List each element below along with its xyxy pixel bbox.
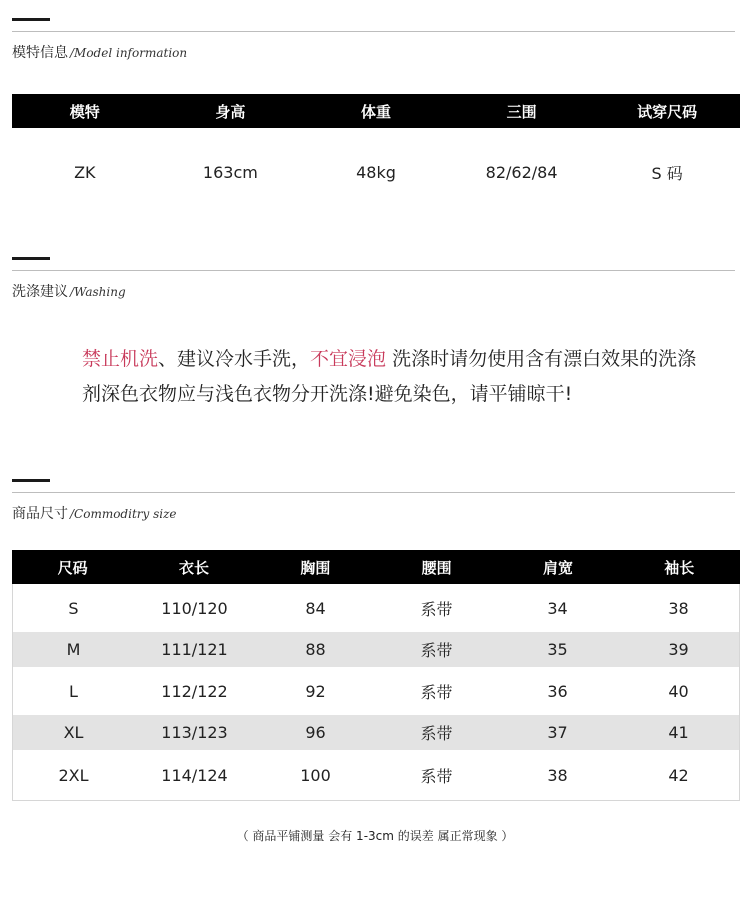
size-cell: XL <box>63 723 84 742</box>
size-cell: 41 <box>668 723 689 742</box>
size-cell: 系带 <box>420 682 453 702</box>
size-cell: S <box>68 598 79 618</box>
size-cell: 88 <box>305 640 326 659</box>
size-cell: 84 <box>305 598 326 618</box>
washing-section-title <box>12 281 126 301</box>
size-cell: 系带 <box>420 724 453 743</box>
size-cell: 系带 <box>420 766 453 786</box>
size-cell: 42 <box>668 765 689 785</box>
size-cell: 系带 <box>420 599 453 619</box>
model-section-title <box>12 42 187 62</box>
section-divider-model <box>12 31 735 32</box>
section-divider-size <box>12 492 735 493</box>
washing-title-cn: 洗涤建议 <box>12 284 68 300</box>
model-table-header <box>12 94 740 128</box>
size-cell: 36 <box>547 681 568 701</box>
size-header-cell: 尺码 <box>57 558 88 577</box>
size-title-en: /Commoditry size <box>70 507 177 521</box>
size-cell: L <box>69 681 78 701</box>
size-cell: 35 <box>547 640 568 659</box>
washing-instructions <box>82 342 702 412</box>
model-header-cell: 身高 <box>215 102 246 121</box>
washing-text-1: 、建议冷水手洗， <box>158 348 311 370</box>
size-table-header <box>12 550 740 584</box>
model-table <box>12 94 740 216</box>
size-cell: 34 <box>547 598 568 618</box>
measurement-note: （ 商品平铺测量 会有 1-3cm 的误差 属正常现象 ） <box>236 829 514 843</box>
size-title-cn: 商品尺寸 <box>12 506 68 522</box>
washing-warning-no-soak: 不宜浸泡 <box>310 348 387 370</box>
size-cell: 38 <box>668 598 689 618</box>
size-cell: 100 <box>300 765 331 785</box>
size-cell: 114/124 <box>161 765 228 785</box>
size-table-row <box>13 584 739 632</box>
size-header-cell: 衣长 <box>178 558 209 577</box>
model-header-cell: 模特 <box>69 102 100 121</box>
size-cell: 111/121 <box>161 640 228 659</box>
model-header-cell: 三围 <box>506 102 537 121</box>
model-header-cell: 试穿尺码 <box>637 102 698 121</box>
model-cell: 163cm <box>202 162 258 182</box>
model-cell: S 码 <box>651 163 683 183</box>
size-cell: 2XL <box>58 765 89 785</box>
size-header-cell: 袖长 <box>664 558 695 577</box>
model-title-cn: 模特信息 <box>12 45 68 61</box>
size-table-row <box>13 715 739 750</box>
size-cell: 40 <box>668 681 689 701</box>
size-table-row <box>13 667 739 715</box>
model-title-en: /Model information <box>70 46 188 60</box>
section-bar-size <box>12 479 50 482</box>
size-table-row <box>13 632 739 667</box>
size-cell: 112/122 <box>161 681 228 701</box>
model-cell: 48kg <box>356 162 396 182</box>
size-cell: 110/120 <box>161 598 228 618</box>
model-header-cell: 体重 <box>360 102 391 121</box>
model-cell: ZK <box>74 162 96 182</box>
size-cell: 113/123 <box>161 723 228 742</box>
model-table-row <box>12 128 740 216</box>
washing-title-en: /Washing <box>70 285 126 299</box>
size-cell: 39 <box>668 640 689 659</box>
model-cell: 82/62/84 <box>485 162 558 182</box>
section-divider-washing <box>12 270 735 271</box>
size-header-cell: 胸围 <box>300 558 331 577</box>
section-bar-model <box>12 18 50 21</box>
size-cell: 37 <box>547 723 568 742</box>
size-cell: 系带 <box>420 641 453 660</box>
size-cell: M <box>66 640 81 659</box>
washing-warning-no-machine: 禁止机洗 <box>82 348 159 370</box>
washing-text-2: 洗涤时请勿使用含有漂白效果的洗涤剂深色衣物应与浅色衣物分开洗涤!避免染色，请平铺晾干! <box>82 348 697 405</box>
size-header-cell: 肩宽 <box>542 558 573 577</box>
size-section-title <box>12 503 177 523</box>
size-header-cell: 腰围 <box>421 558 452 577</box>
size-table-row <box>13 750 739 800</box>
size-table <box>12 550 740 801</box>
section-bar-washing <box>12 257 50 260</box>
size-cell: 38 <box>547 765 568 785</box>
size-cell: 96 <box>305 723 326 742</box>
size-cell: 92 <box>305 681 326 701</box>
